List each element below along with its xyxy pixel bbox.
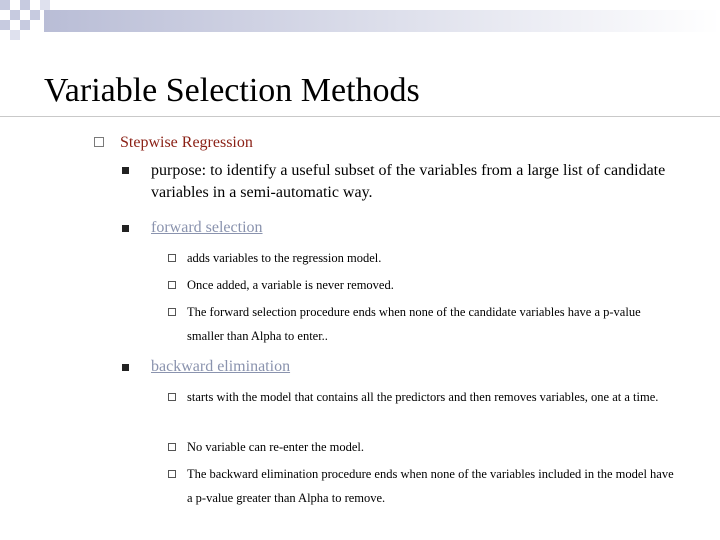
title-divider [0,116,720,117]
hollow-square-bullet-icon [168,393,176,401]
forward-selection-link[interactable]: forward selection [151,219,263,236]
hollow-square-bullet-icon [168,308,176,316]
header-decoration [0,0,720,40]
backward-item-1: starts with the model that contains all the predictors and then removes variables, one at a time. [187,390,659,404]
hollow-square-bullet-icon [168,281,176,289]
forward-item-2: Once added, a variable is never removed. [187,278,394,292]
hollow-square-bullet-icon [94,137,104,147]
purpose-text: purpose: to identify a useful subset of the variables from a large list of candidate variables in a semi-automatic way. [151,162,666,201]
slide-title: Variable Selection Methods [44,72,420,109]
filled-square-bullet-icon [122,225,129,232]
backward-elimination-link[interactable]: backward elimination [151,358,291,375]
filled-square-bullet-icon [122,364,129,371]
hollow-square-bullet-icon [168,443,176,451]
forward-item-3: The forward selection procedure ends when none of the candidate variables have a p-value smaller than Alpha to enter.. [187,305,641,343]
forward-item-1: adds variables to the regression model. [187,251,382,265]
filled-square-bullet-icon [122,167,129,174]
backward-item-2: No variable can re-enter the model. [187,440,364,454]
backward-item-3: The backward elimination procedure ends when none of the variables included in the model have a p-value greater than Alpha to remove. [187,467,674,505]
hollow-square-bullet-icon [168,254,176,262]
hollow-square-bullet-icon [168,470,176,478]
level1-heading: Stepwise Regression [120,134,253,151]
